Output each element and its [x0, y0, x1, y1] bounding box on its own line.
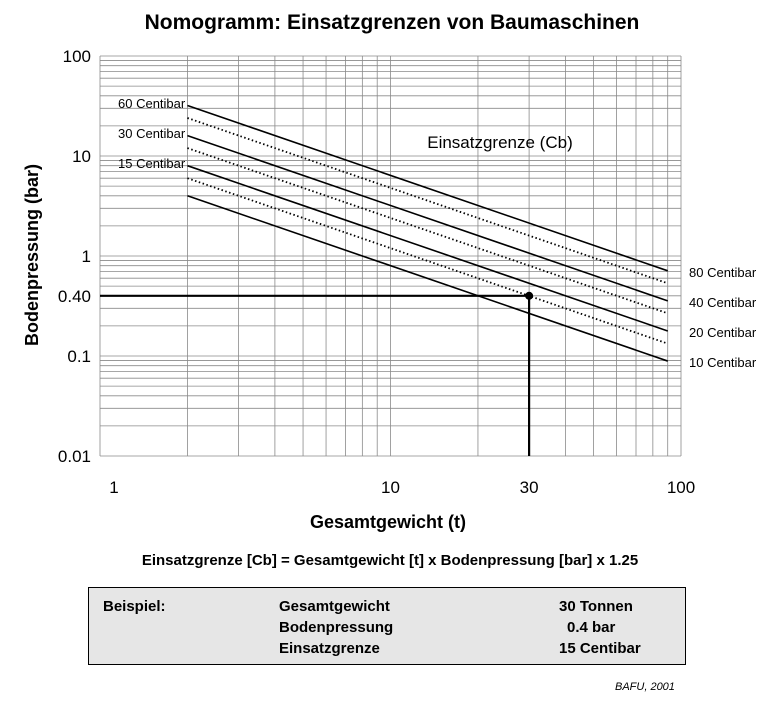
series-line	[187, 148, 667, 313]
series-label: 15 Centibar	[118, 156, 186, 172]
x-tick-label: 10	[381, 478, 400, 497]
y-tick-label: 0.40	[57, 286, 91, 306]
example-row-name: Gesamtgewicht	[279, 598, 390, 615]
series-label: 80 Centibar	[689, 264, 757, 280]
x-tick-label: 30	[519, 478, 539, 497]
example-label: Beispiel:	[103, 598, 166, 615]
grid	[100, 56, 681, 456]
x-tick-label: 100	[666, 478, 696, 497]
example-row-name: Einsatzgrenze	[279, 640, 380, 657]
example-row-name: Bodenpressung	[279, 619, 394, 636]
y-tick-label: 0.1	[67, 347, 91, 366]
example-row-value: 15 Centibar	[559, 640, 641, 657]
series-line	[187, 105, 667, 270]
example-row	[89, 619, 685, 639]
y-tick-label: 0.01	[57, 447, 91, 466]
y-axis-label: Bodenpressung (bar)	[22, 163, 42, 347]
example-row-value: 0.4 bar	[567, 619, 616, 636]
y-tick-label: 10	[72, 147, 91, 166]
series-label: 40 Centibar	[689, 294, 757, 310]
chart-title: Nomogramm: Einsatzgrenzen von Baumaschinen	[144, 11, 640, 34]
series-label: 60 Centibar	[118, 95, 186, 111]
y-tick-label: 1	[81, 247, 91, 266]
formula: Einsatzgrenze [Cb] = Gesamtgewicht [t] x Bodenpressung [bar] x 1.25	[141, 552, 639, 569]
example-row	[89, 598, 685, 618]
example-reference-lines	[100, 296, 529, 456]
series-label: 10 Centibar	[689, 355, 757, 371]
series-label: 20 Centibar	[689, 324, 757, 340]
series-label: 30 Centibar	[118, 126, 186, 142]
annotation-einsatzgrenze: Einsatzgrenze (Cb)	[427, 133, 573, 152]
x-tick-label: 1	[109, 478, 119, 497]
example-row	[89, 640, 685, 660]
series-line	[187, 166, 667, 331]
x-axis-label: Gesamtgewicht (t)	[309, 512, 467, 532]
example-point	[525, 292, 533, 300]
tick-labels	[58, 47, 695, 497]
y-tick-label: 100	[62, 47, 91, 66]
source-note: BAFU, 2001	[615, 681, 675, 693]
example-row-value: 30 Tonnen	[559, 598, 633, 615]
example-box	[88, 587, 686, 665]
